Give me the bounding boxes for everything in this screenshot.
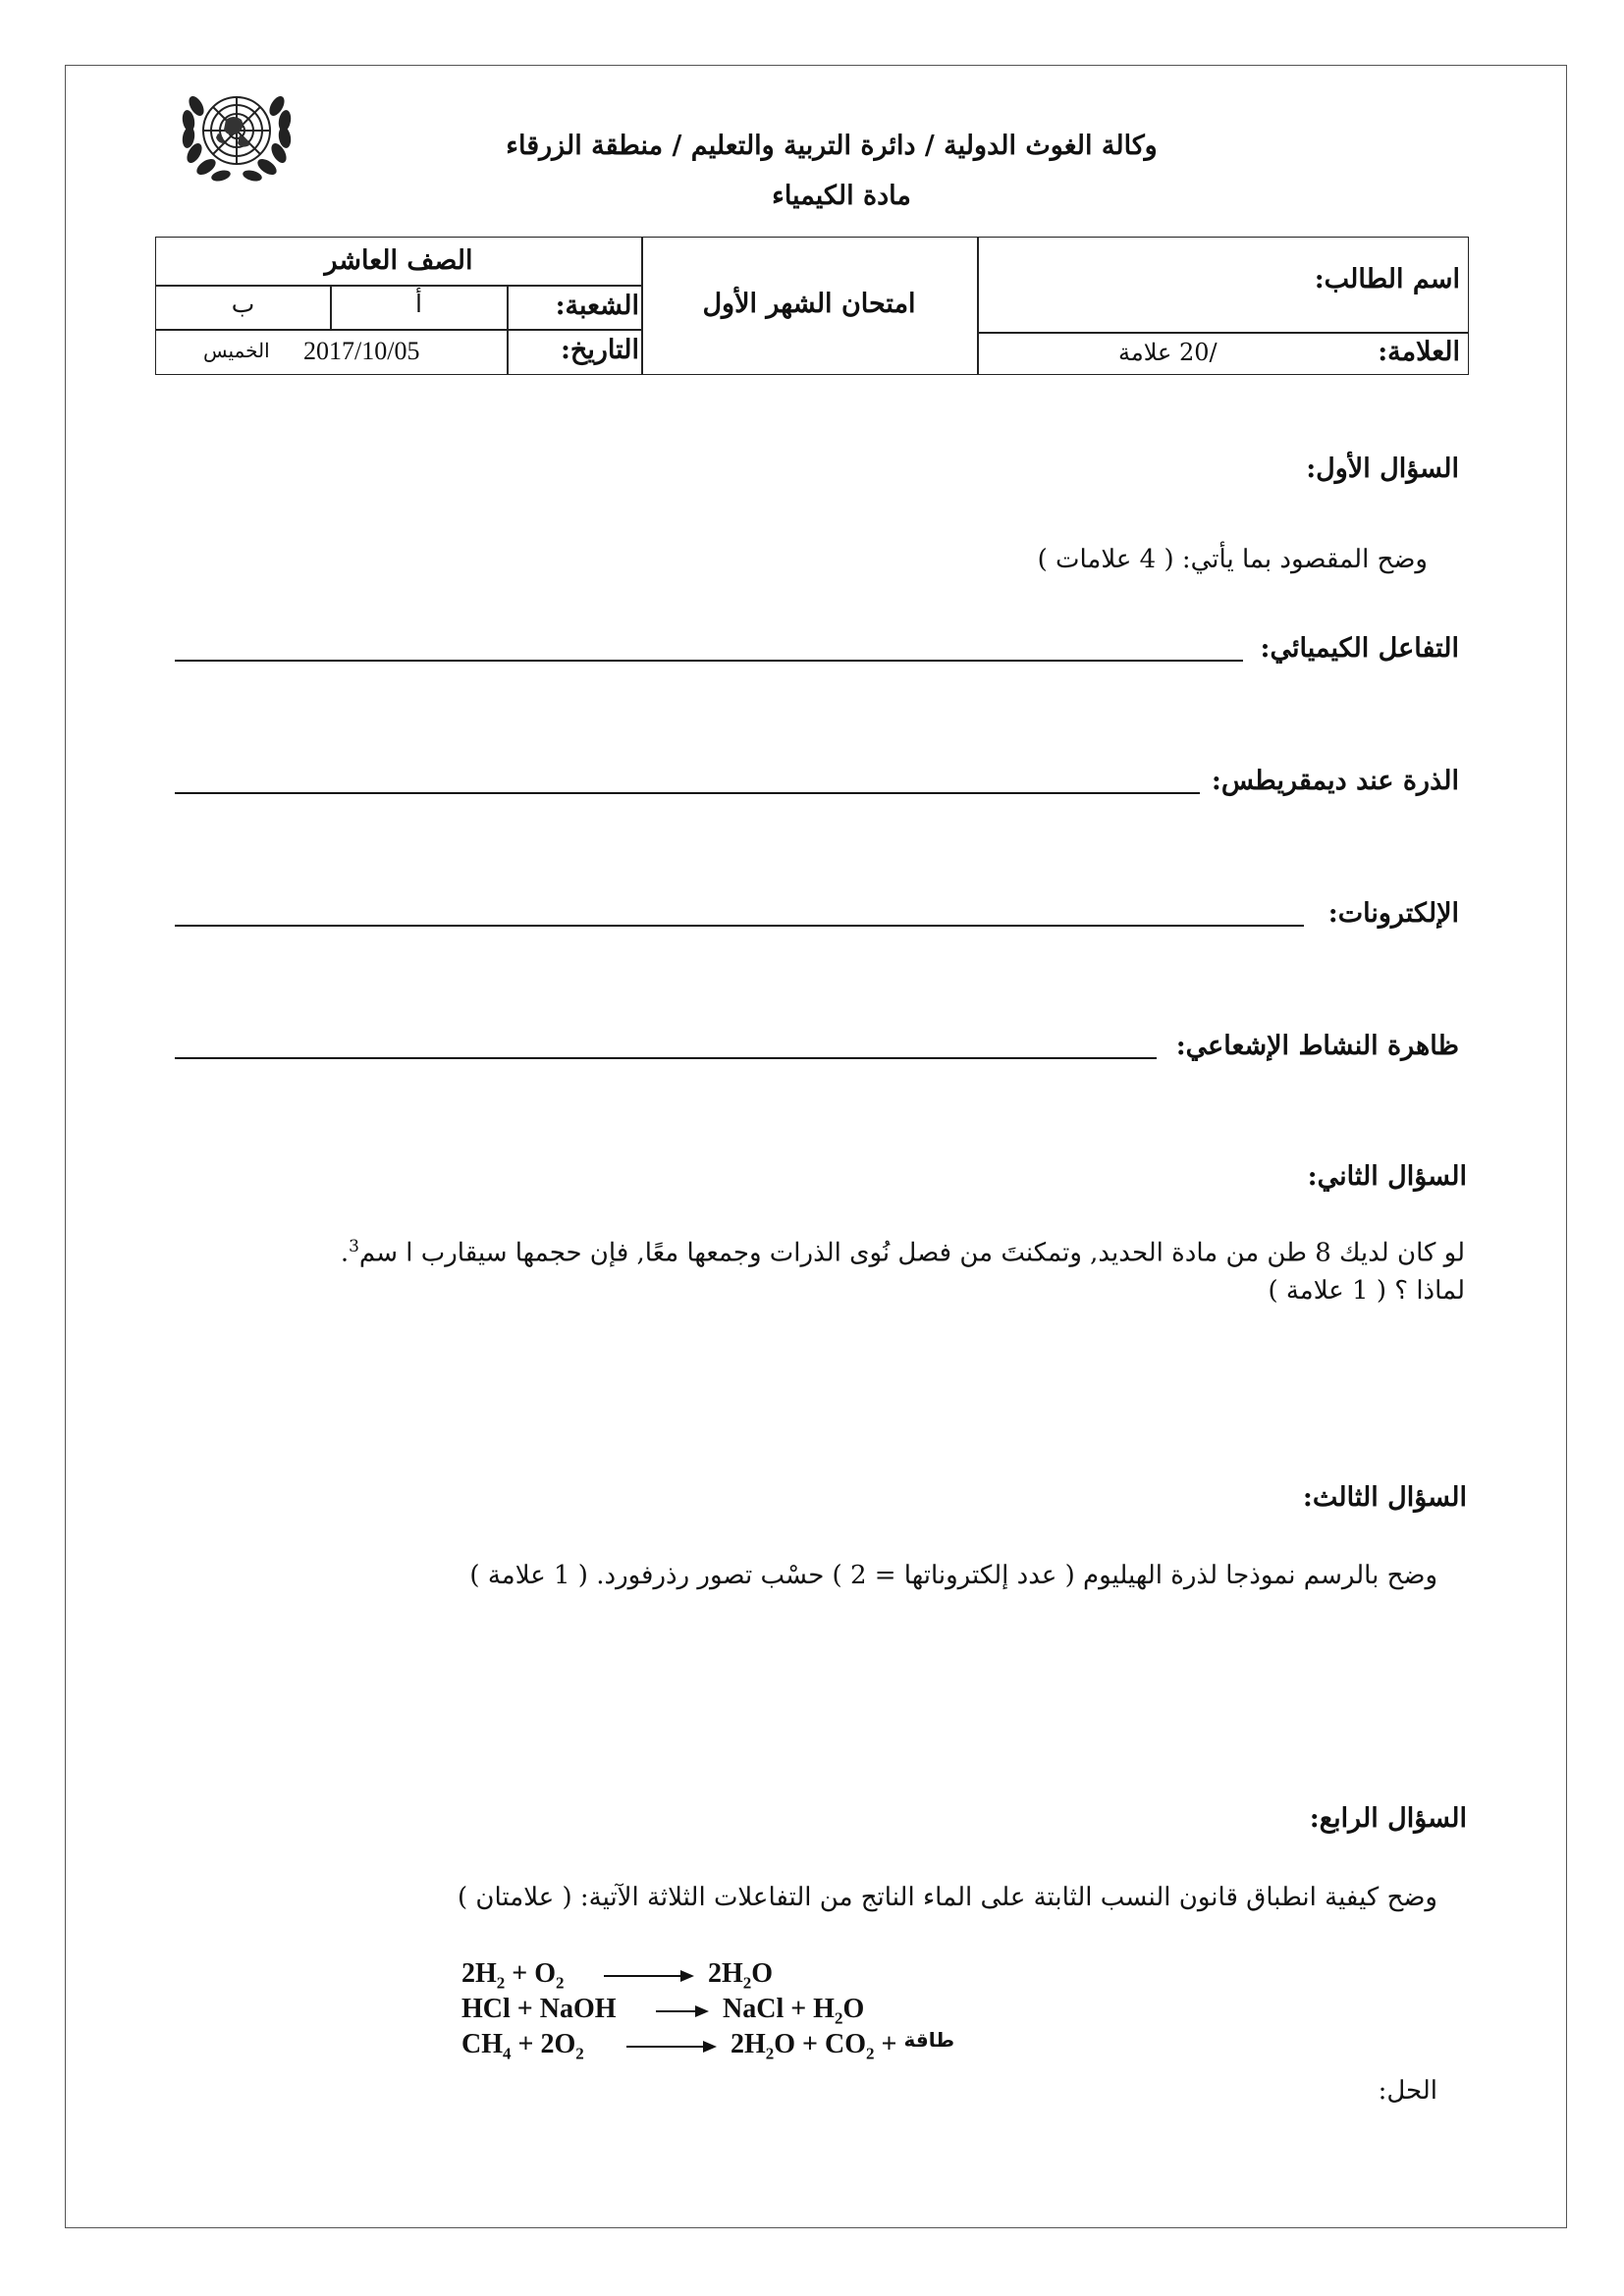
- q3-text: وضح بالرسم نموذجا لذرة الهيليوم ( عدد إلكتروناتها = 2 ) حسْب تصور رذرفورد. ( 1 علامة ): [469, 1561, 1437, 1590]
- equation-rhs: NaCl + $H_2O$: [723, 1994, 865, 2028]
- answer-line-2: [175, 792, 1200, 794]
- equation-lhs: $2H_2 + O_2$: [461, 1958, 565, 1993]
- mark-value: /20 علامة: [1118, 339, 1218, 366]
- section-label: الشعبة:: [555, 291, 639, 321]
- q2-title: السؤال الثاني:: [1307, 1161, 1467, 1192]
- equation-rhs: $2H_2O + CO_2$ +: [731, 2029, 904, 2063]
- answer-line-1: [175, 660, 1243, 662]
- q1-item-3: الإلكترونات:: [1327, 898, 1459, 929]
- equation-1: [461, 1956, 1011, 1992]
- grade-label: الصف العاشر: [324, 245, 473, 276]
- header-subject: مادة الكيمياء: [772, 181, 911, 211]
- answer-line-3: [175, 925, 1304, 927]
- q1-item-1: التفاعل الكيميائي:: [1260, 633, 1459, 664]
- header-line-1: وكالة الغوث الدولية / دائرة التربية والتعليم / منطقة الزرقاء: [506, 131, 1158, 161]
- mark-label: العلامة:: [1378, 337, 1460, 367]
- q2-text-line-1: لو كان لديك 8 طن من مادة الحديد, وتمكنتَ من فصل نُوى الذرات وجمعها معًا, فإن حجمها سيقارب ا سم$^3$.: [340, 1237, 1465, 1268]
- section-a: أ: [415, 290, 422, 318]
- date-value: 2017/10/05: [303, 337, 420, 365]
- q1-item-4: ظاهرة النشاط الإشعاعي:: [1175, 1031, 1459, 1061]
- arrow-icon: [604, 1958, 694, 1994]
- info-table: [155, 237, 1469, 375]
- section-b: ب: [231, 290, 255, 318]
- q2-text-line-2: لماذا ؟ ( 1 علامة ): [1268, 1276, 1465, 1306]
- q4-text: وضح كيفية انطباق قانون النسب الثابتة على الماء الناتج من التفاعلات الثلاثة الآتية: ( علامتان ): [458, 1883, 1437, 1912]
- q3-title: السؤال الثالث:: [1302, 1482, 1467, 1513]
- arrow-icon: [626, 2029, 717, 2064]
- equations-block: [461, 1956, 1011, 2062]
- q1-item-2: الذرة عند ديمقريطس:: [1211, 766, 1459, 796]
- equation-3: [461, 2027, 1011, 2062]
- q1-title: السؤال الأول:: [1306, 454, 1459, 484]
- day-value: الخميس: [203, 339, 270, 362]
- student-name-label: اسم الطالب:: [1314, 264, 1460, 294]
- date-label: التاريخ:: [560, 335, 639, 365]
- equation-lhs: $CH_4 + 2O_2$: [461, 2029, 584, 2063]
- exam-title: امتحان الشهر الأول: [702, 289, 916, 319]
- equation-rhs: $2H_2O$: [708, 1958, 774, 1993]
- equation-lhs: HCl + NaOH: [461, 1994, 617, 2024]
- energy-label: طاقة: [903, 2028, 955, 2052]
- q4-title: السؤال الرابع:: [1309, 1803, 1467, 1834]
- q1-instruction: وضح المقصود بما يأتي: ( 4 علامات ): [1037, 545, 1428, 574]
- answer-line-4: [175, 1057, 1157, 1059]
- equation-2: [461, 1992, 1011, 2027]
- solution-label: الحل:: [1378, 2076, 1437, 2106]
- arrow-icon: [656, 1994, 709, 2029]
